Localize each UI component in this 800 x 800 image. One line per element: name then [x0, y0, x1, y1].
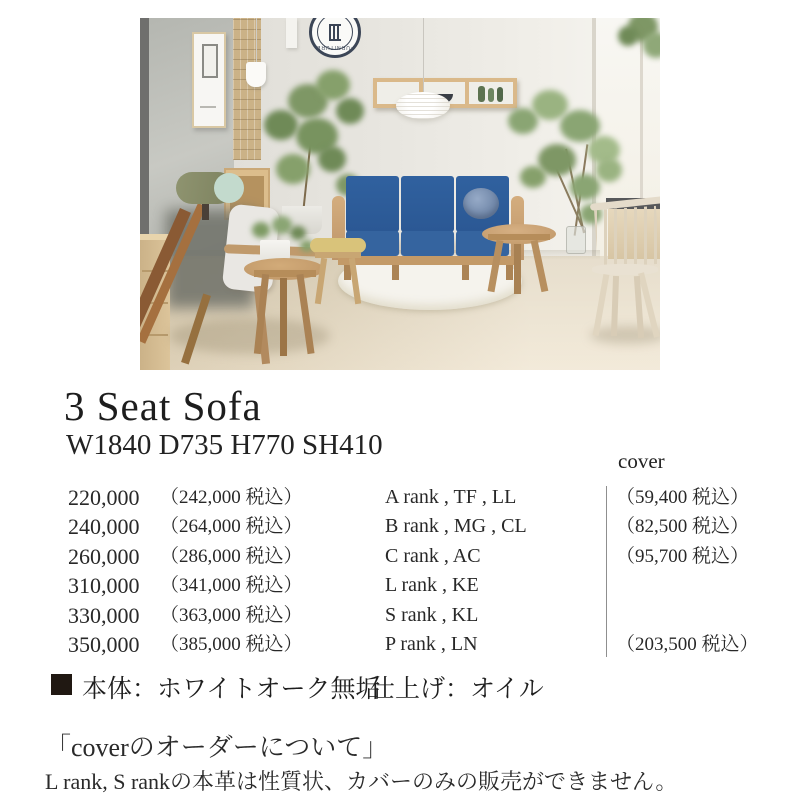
- sofa-back-cushion: [346, 176, 399, 232]
- foliage: [264, 110, 298, 140]
- headrest-mint-cap: [214, 173, 244, 203]
- side-table-leg: [280, 278, 287, 356]
- pendant-cord: [256, 18, 257, 64]
- foliage: [336, 98, 364, 124]
- potted-plant-leaves: [272, 216, 292, 234]
- price-value: 330,000: [68, 603, 140, 628]
- foliage: [318, 146, 346, 172]
- price-tax-included: （242,000 税込）: [160, 487, 303, 508]
- sofa-front-rail: [338, 256, 518, 265]
- price-row: [0, 630, 800, 659]
- wall-pipe: [286, 18, 297, 48]
- cover-note-body: L rank, S rankの本革は性質状、カバーのみの販売ができません。: [45, 769, 678, 794]
- price-tax-included: （385,000 税込）: [160, 634, 303, 655]
- fabric-rank: C rank , AC: [385, 545, 481, 567]
- sofa-seat-cushion: [401, 231, 454, 256]
- cover-price: （203,500 税込）: [616, 634, 759, 655]
- finish-label: 仕上げ：オイル: [370, 676, 544, 703]
- foliage: [560, 110, 600, 142]
- price-value: 260,000: [68, 544, 140, 569]
- price-value: 310,000: [68, 573, 140, 598]
- pendant-cord: [423, 18, 424, 94]
- foliage: [618, 26, 638, 46]
- potted-plant-leaves: [252, 222, 270, 238]
- sofa-leg: [462, 265, 469, 280]
- price-row: [0, 571, 800, 600]
- price-tax-included: （264,000 税込）: [160, 516, 303, 537]
- foliage: [520, 166, 546, 188]
- price-row: [0, 601, 800, 630]
- spindle-chair-shadow: [590, 326, 660, 344]
- fabric-rank: P rank , LN: [385, 633, 478, 655]
- foliage: [570, 174, 600, 200]
- shelf-plant: [497, 87, 503, 102]
- poster-sketch: [202, 44, 218, 78]
- foliage: [276, 154, 310, 184]
- foliage: [596, 158, 622, 182]
- cover-column-header: cover: [618, 449, 665, 473]
- sofa-leg: [392, 265, 399, 280]
- price-row: [0, 483, 800, 512]
- spindle-chair-seat: [592, 264, 658, 275]
- watermark-text: FURNITURE: [316, 44, 354, 50]
- shelf-plant: [488, 88, 494, 102]
- potted-plant-leaves: [290, 226, 306, 240]
- sofa-leg: [506, 265, 513, 280]
- cover-price: （82,500 税込）: [616, 516, 750, 537]
- bullet-square-icon: [51, 674, 72, 695]
- fabric-rank: A rank , TF , LL: [385, 486, 517, 508]
- shelf-plant: [478, 86, 485, 102]
- price-value: 350,000: [68, 632, 140, 657]
- pillar-icon: [329, 24, 341, 41]
- price-value: 220,000: [68, 485, 140, 510]
- coffee-table-leg: [514, 244, 521, 294]
- price-row: [0, 512, 800, 541]
- spindle-chair-spindles: [594, 206, 660, 268]
- material-label: 本体：ホワイトオーク無垢: [82, 676, 381, 703]
- small-pendant-lamp: [246, 62, 266, 87]
- price-tax-included: （286,000 税込）: [160, 546, 303, 567]
- price-tax-included: （363,000 税込）: [160, 605, 303, 626]
- cover-note-title: 「coverのオーダーについて」: [45, 733, 389, 762]
- price-tax-included: （341,000 税込）: [160, 575, 303, 596]
- fabric-rank: L rank , KE: [385, 574, 479, 596]
- stool-seat: [310, 238, 366, 253]
- fabric-rank: B rank , MG , CL: [385, 515, 527, 537]
- price-row: [0, 542, 800, 571]
- sofa-back-cushion: [401, 176, 454, 232]
- cover-price: （95,700 税込）: [616, 546, 750, 567]
- glass-vase: [566, 226, 586, 254]
- foliage: [316, 70, 350, 100]
- nelson-pendant-lamp: [396, 92, 450, 119]
- headrest-stem: [202, 202, 209, 220]
- fabric-rank: S rank , KL: [385, 604, 479, 626]
- poster-caption-line: [200, 106, 216, 108]
- cover-price: （59,400 税込）: [616, 487, 750, 508]
- product-photo: [140, 18, 660, 370]
- product-dimensions: W1840 D735 H770 SH410: [66, 429, 383, 461]
- page-title: 3 Seat Sofa: [64, 383, 262, 429]
- price-value: 240,000: [68, 514, 140, 539]
- foliage: [532, 90, 568, 120]
- knot-cushion: [463, 188, 499, 219]
